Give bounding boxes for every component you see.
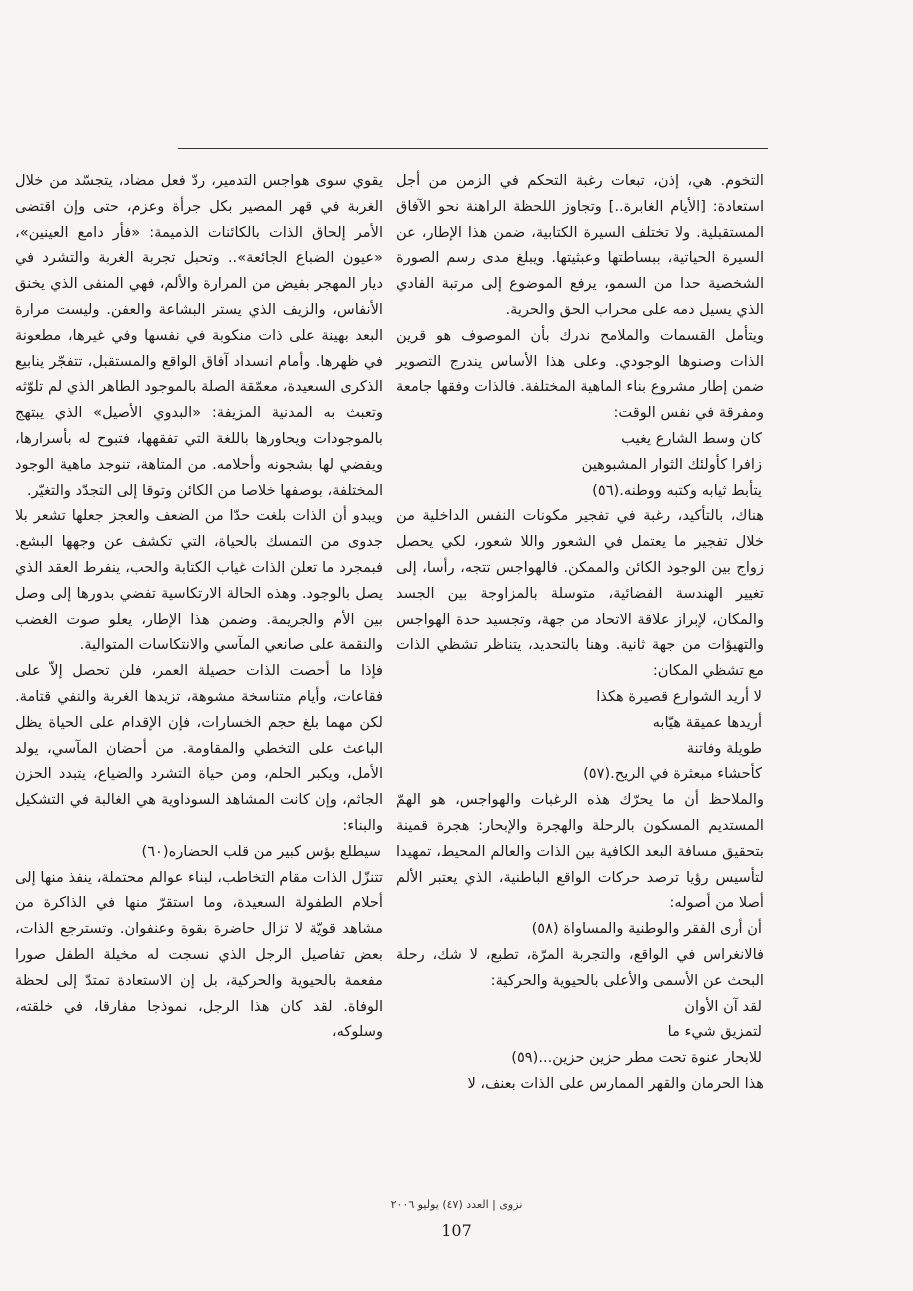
verse-line: طويلة وفاتنة [686, 739, 762, 757]
verse-line: أريدها عميقة هيّابه [652, 713, 762, 731]
right-column [396, 168, 764, 1097]
paragraph: التخوم. هي، إذن، تبعات رغبة التحكم في الزمن من أجل استعادة: [الأيام الغابرة..] وتجاوز اللحظة الراهنة نحو الآفاق المستقبلية. ولا تختلف السيرة الكتابية، ضمن هذا الإطار، عن السيرة الحياتية، ببساطتها وعبثيتها. ويبلغ مدى رسم الصورة الشخصية حدا من السمو، يرفع الموضوع إلى مرتبة الفادي الذي يسيل دمه على محراب الحق والحرية. [396, 172, 764, 318]
page-number: 107 [441, 1221, 472, 1240]
running-head: نزوى | العدد (٤٧) يوليو ٢٠٠٦ [390, 1198, 523, 1211]
verse-line: أن أرى الفقر والوطنية والمساواة (٥٨) [531, 920, 762, 938]
paragraph: والملاحظ أن ما يحرّك هذه الرغبات والهواجس، هو الهمّ المستديم المسكون بالرحلة والهجرة والإبحار: هجرة قمينة بتحقيق مسافة البعد الكافية بين الذات والعالم المحيط، تمهيدا لتأسيس رؤيا ترصد حركات الواقع الباطنية، الذي يعتبر الألم أصلا من أصوله: [396, 791, 764, 912]
page-footer [0, 1197, 913, 1242]
paragraph: هذا الحرمان والقهر الممارس على الذات بعنف، لا [467, 1074, 764, 1092]
verse-line: كان وسط الشارع يغيب [621, 429, 762, 447]
verse-line: كأحشاء مبعثرة في الريح.(٥٧) [583, 765, 762, 783]
paragraph: ويبدو أن الذات بلغت حدّا من الضعف والعجز جعلها تشعر بلا جدوى من التمسك بالحياة، التي تكشف عن وجهها البشع. فبمجرد ما تعلن الذات غياب الكتابة والحب، ينفرط العقد الذي يصل بالوجود. وهذه الحالة الارتكاسية تفضي بدورها إلى وصل بين الأم والجريمة. وضمن هذا الإطار، يعلو صوت الغضب والنقمة على صانعي المآسي والانتكاسات المتوالية. [15, 507, 383, 654]
paragraph: يقوي سوى هواجس التدمير، ردّ فعل مضاد، يتجسّد من خلال الغربة في قهر المصير بكل جرأة وعزم، حتى وإن اقتضى الأمر إلحاق الذات بالكائنات الذميمة: «فأر دامع العينين»، «عيون الضباع الجائعة».. وتحبل تجربة الغربة والتشرد في ديار المهجر بفيض من المرارة والألم، فهي المنفى الذي يخنق الأنفاس، والزيف الذي يستر البشاعة والعفن. وليست مرارة البعد بهينة على ذات منكوبة في نفسها وفي غيرها، مطعونة في ظهرها. وأمام انسداد آفاق الواقع والمستقبل، تتفجّر ينابيع الذكرى السعيدة، معمّقة الصلة بالموجود الطاهر الذي لم تلوّثه وتعبث به المدنية المزيفة: «البدوي الأصيل» الذي يبتهج بالموجودات ويحاورها باللغة التي تفقهها، فتبوح له بأسرارها، ويفضي لها بشجونه وأحلامه. من المتاهة، تنوجد ماهية الوجود المختلفة، بوصفها خلاصا من الكائن وتوقا إلى التجدّد والتغيّر. [15, 172, 383, 499]
verse-line: زافرا كأولئك الثوار المشبوهين [581, 455, 762, 473]
verse-line: للابحار عنوة تحت مطر حزين حزين...(٥٩) [511, 1049, 762, 1067]
verse-line: يتأبط ثيابه وكتبه ووطنه.(٥٦) [592, 481, 762, 499]
paragraph: هناك، بالتأكيد، رغبة في تفجير مكونات النفس الداخلية من خلال تفجير ما يعتمل في الشعور واللا شعور، لكي يحصل زواج بين الوجود الكائن والممكن. فالهواجس تتجه، رأسا، إلى تغيير الهندسة الفضائية، متوسلة بالمزاوجة بين الجسد والمكان، لإبراز علاقة الاتحاد من جهة، وتجسيد حدة الهواجس والتهيؤات من جهة ثانية. وهنا بالتحديد، يتناظر تشظي الذات مع تشظي المكان: [396, 507, 764, 680]
paragraph: فإذا ما أحصت الذات حصيلة العمر، فلن تحصل إلاّ على فقاعات، وأيام متناسخة مشوهة، تزيدها الغربة والنفي قتامة. لكن مهما بلغ حجم الخسارات، فإن الإقدام على الحياة يظل الباعث على التخطي والمقاومة. من أحضان المآسي، يولد الأمل، ويكبر الحلم، ومن حياة التشرد والضياع، يتبدد الحزن الجاثم، وإن كانت المشاهد السوداوية هي الغالبة في التشكيل والبناء: [15, 662, 383, 834]
verse-line: لتمزيق شيء ما [667, 1023, 762, 1041]
left-column [15, 168, 383, 1045]
paragraph: تتنزّل الذات مقام التخاطب، لبناء عوالم محتملة، ينفذ منها إلى أحلام الطفولة السعيدة، وما استقرّ منها في الذاكرة من مشاهد قويّة لا تزال حاضرة بقوة وعنفوان. وتسترجع الذات، بعض تفاصيل الرجل الذي نسجت له مخيلة الطفل صورا مفعمة بالحيوية والحركية، بل إن الاستعادة تمتدّ إلى لحظة الوفاة. لقد كان هذا الرجل، نموذجا مفارقا، في خلقته، وسلوكه، [15, 868, 383, 1041]
paragraph: ويتأمل القسمات والملامح ندرك بأن الموصوف هو قرين الذات وصنوها الوجودي. وعلى هذا الأساس يندرج التصوير ضمن إطار مشروع بناء الماهية المختلفة. فالذات وفقها جامعة ومفرقة في نفس الوقت: [396, 326, 764, 422]
verse-line: سيطلع بؤس كبير من قلب الحضاره(٦٠) [141, 842, 381, 860]
verse-line: لا أريد الشوارع قصيرة هكذا [596, 687, 762, 705]
top-rule [178, 148, 768, 149]
paragraph: فالانغراس في الواقع، والتجربة المرّة، تطبع، لا شك، رحلة البحث عن الأسمى والأعلى بالحيوية والحركية: [396, 945, 764, 989]
verse-line: لقد آن الأوان [684, 997, 762, 1015]
